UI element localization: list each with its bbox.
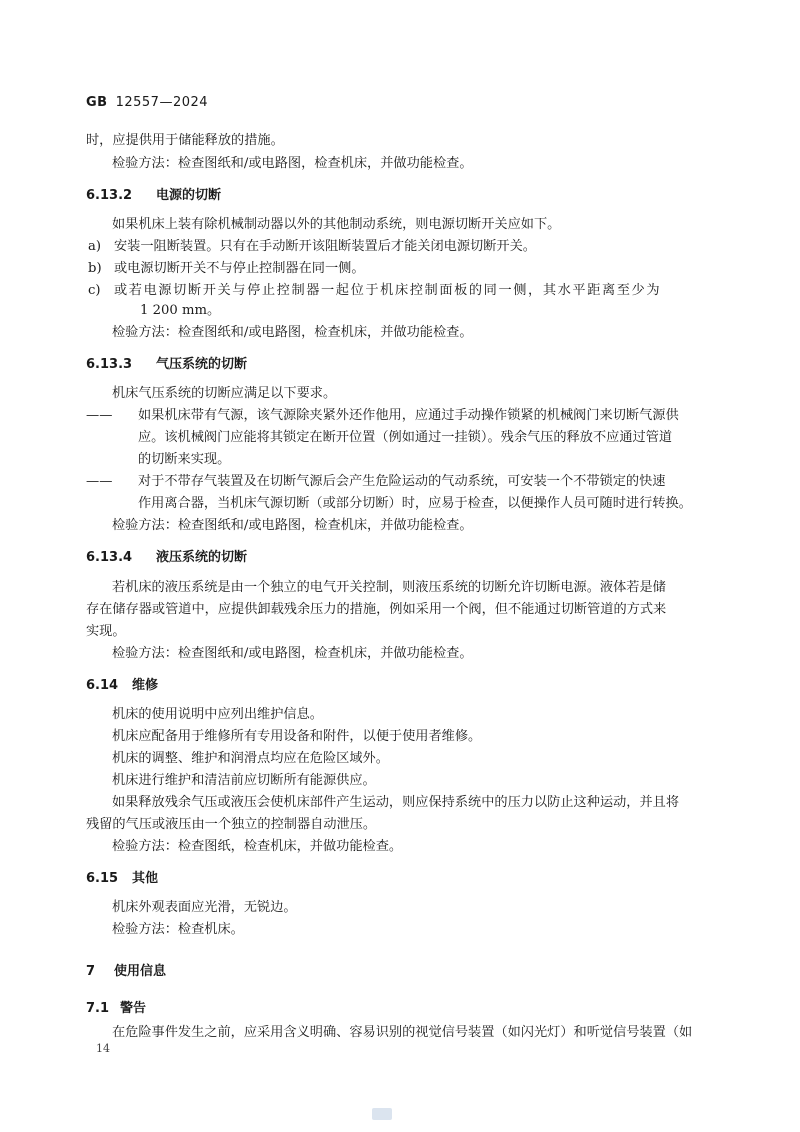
standard-number: 12557—2024 <box>115 95 209 110</box>
list-text: 安装一阻断装置。只有在手动断开该阻断装置后才能关闭电源切断开关。 <box>114 239 536 254</box>
section-number: 6.15 <box>86 871 119 886</box>
chapter-title: 使用信息 <box>114 964 167 979</box>
section-heading-6-13-2 <box>86 184 221 203</box>
test-method: 检验方法：检查图纸和/或电路图，检查机床，并做功能检查。 <box>112 156 473 171</box>
paragraph: 如果机床上装有除机械制动器以外的其他制动系统，则电源切断开关应如下。 <box>112 217 561 232</box>
paragraph: 机床的使用说明中应列出维护信息。 <box>112 707 323 722</box>
page-number: 14 <box>96 1042 110 1055</box>
dash-item-2 <box>86 472 666 492</box>
test-method: 检验方法：检查图纸，检查机床，并做功能检查。 <box>112 839 403 854</box>
dash-text: 如果机床带有气源，该气源除夹紧外还作他用，应通过手动操作锁紧的机械阀门来切断气源供 <box>138 408 679 423</box>
section-title: 其他 <box>132 871 159 886</box>
paragraph-line: 存在储存器或管道中，应提供卸载残余压力的措施，例如采用一个阀，但不能通过切断管道的方式来 <box>86 602 667 617</box>
paragraph: 机床进行维护和清洁前应切断所有能源供应。 <box>112 773 376 788</box>
list-item-b <box>86 259 365 279</box>
section-heading-6-15 <box>86 867 158 886</box>
paragraph-line: 残留的气压或液压由一个独立的控制器自动泄压。 <box>86 817 377 832</box>
list-item-c <box>86 281 661 301</box>
list-marker: b) <box>88 261 102 276</box>
section-heading-6-14 <box>86 674 158 693</box>
section-title: 电源的切断 <box>156 188 222 203</box>
section-title: 液压系统的切断 <box>156 550 248 565</box>
section-number: 6.13.4 <box>86 550 133 565</box>
standard-prefix: GB <box>86 95 108 110</box>
paragraph: 机床应配备用于维修所有专用设备和附件，以便于使用者维修。 <box>112 729 482 744</box>
dash-text-continued: 作用离合器，当机床气源切断（或部分切断）时，应易于检查，以便操作人员可随时进行转换。 <box>138 496 692 511</box>
section-number: 6.14 <box>86 678 119 693</box>
dash-item-1 <box>86 406 679 426</box>
list-item-a <box>86 237 536 257</box>
list-text: 或若电源切断开关与停止控制器一起位于机床控制面板的同一侧，其水平距离至少为 <box>114 283 662 298</box>
section-number: 7.1 <box>86 1001 110 1016</box>
section-heading-6-13-3 <box>86 353 247 372</box>
chapter-heading-7 <box>86 960 166 979</box>
test-method: 检验方法：检查图纸和/或电路图，检查机床，并做功能检查。 <box>112 646 473 661</box>
paragraph-line: 实现。 <box>86 624 126 639</box>
section-number: 6.13.3 <box>86 357 133 372</box>
watermark-logo <box>372 1108 392 1120</box>
paragraph: 机床气压系统的切断应满足以下要求。 <box>112 386 337 401</box>
paragraph: 时，应提供用于储能释放的措施。 <box>86 133 284 148</box>
dash-text-continued: 的切断来实现。 <box>138 452 231 467</box>
dash-text-continued: 应。该机械阀门应能将其锁定在断开位置（例如通过一挂锁）。残余气压的释放不应通过管道 <box>138 430 673 445</box>
list-marker: a) <box>88 239 102 254</box>
paragraph: 机床外观表面应光滑，无锐边。 <box>112 900 297 915</box>
dash-marker: —— <box>86 408 113 423</box>
dash-text: 对于不带存气装置及在切断气源后会产生危险运动的气动系统，可安装一个不带锁定的快速 <box>138 474 666 489</box>
test-method: 检验方法：检查图纸和/或电路图，检查机床，并做功能检查。 <box>112 325 473 340</box>
section-number: 6.13.2 <box>86 188 133 203</box>
paragraph: 在危险事件发生之前，应采用含义明确、容易识别的视觉信号装置（如闪光灯）和听觉信号装置（如 <box>112 1025 693 1040</box>
test-method: 检验方法：检查机床。 <box>112 922 244 937</box>
test-method: 检验方法：检查图纸和/或电路图，检查机床，并做功能检查。 <box>112 518 473 533</box>
list-text-continued: 1 200 mm。 <box>140 303 221 318</box>
section-title: 维修 <box>132 678 159 693</box>
dash-marker: —— <box>86 474 113 489</box>
list-text: 或电源切断开关不与停止控制器在同一侧。 <box>114 261 365 276</box>
section-title: 气压系统的切断 <box>156 357 248 372</box>
paragraph: 机床的调整、维护和润滑点均应在危险区域外。 <box>112 751 389 766</box>
paragraph-line: 如果释放残余气压或液压会使机床部件产生运动，则应保持系统中的压力以防止这种运动，并且将 <box>112 795 680 810</box>
paragraph-line: 若机床的液压系统是由一个独立的电气开关控制，则液压系统的切断允许切断电源。液体若是储 <box>112 580 666 595</box>
section-title: 警告 <box>120 1001 147 1016</box>
list-marker: c) <box>88 283 101 298</box>
section-heading-6-13-4 <box>86 546 247 565</box>
section-heading-7-1 <box>86 997 146 1016</box>
standard-header <box>86 95 208 110</box>
chapter-number: 7 <box>86 964 96 979</box>
